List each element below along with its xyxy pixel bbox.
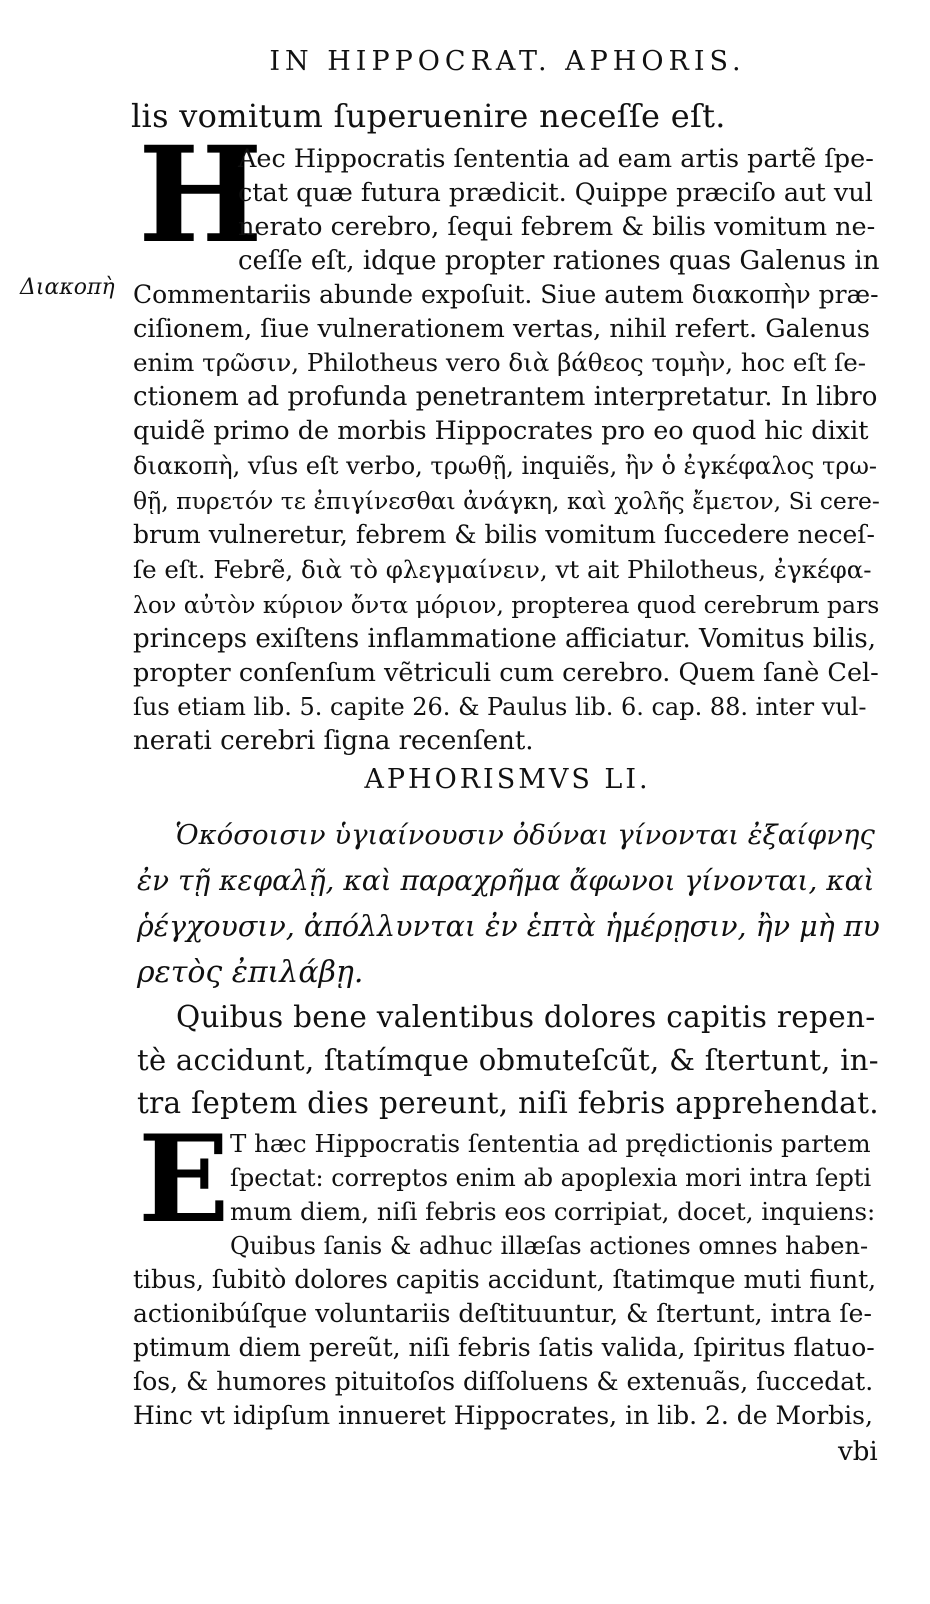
paragraph-line: ſus etiam lib. 5. capite 26. & Paulus lib. 6. cap. 88. inter vul- [133, 693, 867, 721]
paragraph-line: ſe eſt. Febrẽ, διὰ τὸ φλεγμαίνειν, vt ait Philotheus, ἐγκέφα- [133, 555, 872, 584]
paragraph-line: nerati cerebri ſigna recenſent. [133, 726, 534, 756]
paragraph-line: ſos, & humores pituitoſos diſſoluens & extenuãs, ſuccedat. [133, 1367, 874, 1396]
continuation-line: lis vomitum ſuperuenire neceſſe eſt. [131, 97, 726, 135]
paragraph-line: διακοπὴ, vſus eſt verbo, τρωθῇ, inquiẽs, ἢν ὁ ἐγκέφαλος τρω- [133, 452, 878, 480]
paragraph-line: mum diem, niſi febris eos corripiat, docet, inquiens: [230, 1197, 876, 1226]
greek-line: Ὁκόσοισιν ὑγιαίνουσιν ὀδύναι γίνονται ἐξαίφνης [175, 819, 875, 851]
catchword: vbi [838, 1437, 878, 1467]
paragraph-line: quidẽ primo de morbis Hippocrates pro eo quod hic dixit [133, 416, 869, 446]
drop-cap-e: E [138, 1109, 230, 1250]
paragraph-line: ptimum diem pereũt, niſi febris ſatis valida, ſpiritus flatuo- [133, 1333, 875, 1362]
paragraph-line: enim τρῶσιν, Philotheus vero διὰ βάθεος τομὴν, hoc eſt ſe- [133, 348, 866, 377]
paragraph-line: propter conſenſum vẽtriculi cum cerebro. Quem ſanè Cel- [133, 658, 879, 688]
paragraph-line: ctionem ad profunda penetrantem interpretatur. In libro [133, 382, 878, 412]
greek-line: ῥέγχουσιν, ἀπόλλυνται ἐν ἑπτὰ ἡμέρῃσιν, ἢν μὴ πυ [137, 910, 880, 943]
paragraph-line: nerato cerebro, ſequi febrem & bilis vomitum ne- [238, 212, 876, 242]
paragraph-line: Quibus ſanis & adhuc illæſas actiones omnes haben- [230, 1232, 869, 1260]
latin-aphorism-line: Quibus bene valentibus dolores capitis repen- [176, 1000, 876, 1034]
paragraph-line: Hinc vt idipſum innueret Hippocrates, in lib. 2. de Morbis, [133, 1401, 873, 1430]
running-header: IN HIPPOCRAT. APHORIS. [269, 46, 746, 77]
drop-cap-h: H [138, 118, 263, 273]
paragraph-line: Commentariis abunde expoſuit. Siue autem διακοπὴν præ- [133, 280, 879, 309]
paragraph-line: tibus, ſubitò dolores capitis accidunt, ſtatimque muti fiunt, [133, 1265, 877, 1294]
paragraph-line: princeps exiſtens inflammatione afficiatur. Vomitus bilis, [133, 624, 877, 654]
paragraph-line: actionibúſque voluntariis deſtituuntur, & ſtertunt, intra ſe- [133, 1299, 872, 1328]
margin-note: Διακοπὴ [20, 275, 115, 300]
paragraph-line: Aec Hippocratis ſententia ad eam artis partẽ ſpe- [238, 144, 874, 174]
paragraph-line: ciſionem, ſiue vulnerationem vertas, nihil refert. Galenus [133, 314, 871, 344]
paragraph-line: λον αὐτὸν κύριον ὄντα μόριον, propterea quod cerebrum pars [133, 591, 880, 619]
aphorism-title: APHORISMVS LI. [364, 764, 651, 795]
paragraph-line: ſpectat: correptos enim ab apoplexia mori intra ſepti [230, 1164, 872, 1192]
paragraph-line: θῇ, πυρετόν τε ἐπιγίνεσθαι ἀνάγκη, καὶ χολῆς ἔμετον, Si cere- [133, 487, 880, 515]
latin-aphorism-line: tra ſeptem dies pereunt, niſi febris apprehendat. [137, 1086, 879, 1120]
paragraph-line: brum vulneretur, febrem & bilis vomitum ſuccedere neceſ- [133, 520, 875, 549]
paragraph-line: ceſſe eſt, idque propter rationes quas Galenus in [238, 246, 880, 276]
greek-line: ἐν τῇ κεφαλῇ, καὶ παραχρῆμα ἄφωνοι γίνονται, καὶ [137, 864, 875, 897]
greek-line: ρετὸς ἐπιλάβῃ. [137, 955, 364, 990]
paragraph-line: ctat quæ futura prædicit. Quippe præciſo aut vul [238, 178, 873, 208]
paragraph-line: T hæc Hippocratis ſententia ad prędictionis partem [230, 1129, 871, 1158]
latin-aphorism-line: tè accidunt, ſtatímque obmuteſcũt, & ſtertunt, in- [137, 1043, 879, 1077]
